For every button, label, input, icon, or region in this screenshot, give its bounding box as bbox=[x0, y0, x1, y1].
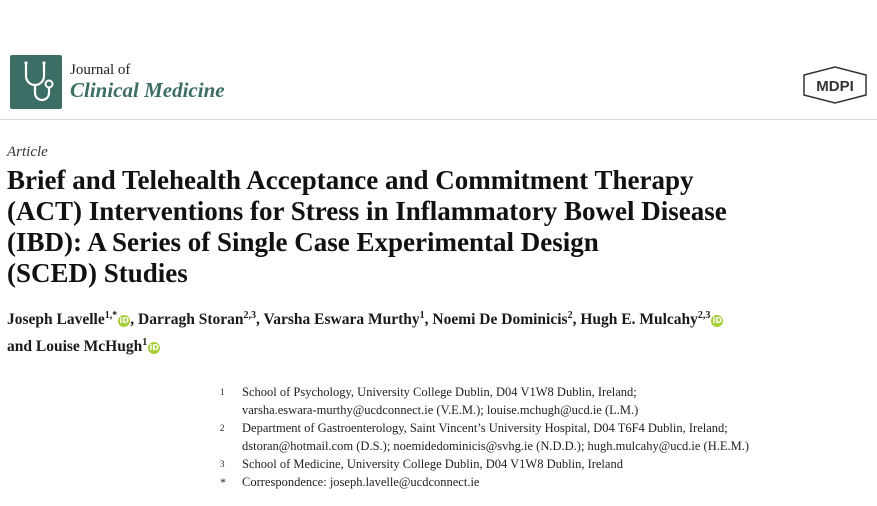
affiliation-text: Department of Gastroenterology, Saint Vincent’s University Hospital, D04 T6F4 Dublin, Ireland; bbox=[242, 421, 728, 435]
stethoscope-icon bbox=[10, 55, 62, 109]
author-name: and Louise McHugh bbox=[7, 338, 143, 355]
author-line bbox=[7, 331, 872, 358]
affiliation-text: dstoran@hotmail.com (D.S.); noemidedominicis@svhg.ie (N.D.D.); hugh.mulcahy@ucd.ie (H.E.M.) bbox=[242, 439, 750, 453]
title-line: (IBD): A Series of Single Case Experimental Design bbox=[7, 227, 599, 257]
title-line: (ACT) Interventions for Stress in Inflammatory Bowel Disease bbox=[7, 196, 727, 226]
author-line bbox=[7, 304, 872, 331]
affiliation-marker: 2 bbox=[220, 423, 225, 433]
affiliation-text: Correspondence: joseph.lavelle@ucdconnect.ie bbox=[242, 475, 480, 489]
author-list bbox=[7, 304, 872, 358]
title-line: (SCED) Studies bbox=[7, 258, 188, 288]
orcid-icon[interactable]: iD bbox=[149, 343, 159, 352]
affiliation-item bbox=[218, 473, 868, 491]
mdpi-logo bbox=[800, 65, 870, 105]
author-affiliation-marker: 1 bbox=[419, 310, 425, 321]
author-affiliation-marker: 2,3 bbox=[697, 310, 711, 321]
article-title bbox=[7, 165, 867, 289]
author-separator: , bbox=[130, 311, 138, 328]
author-separator: , bbox=[572, 311, 581, 328]
header-divider bbox=[0, 119, 877, 120]
affiliation-marker: 3 bbox=[220, 459, 225, 469]
author-affiliation-marker: 2 bbox=[567, 310, 573, 321]
journal-logo bbox=[10, 55, 62, 109]
journal-of: Journal of bbox=[70, 62, 131, 78]
journal-title: Clinical Medicine bbox=[70, 77, 225, 102]
orcid-icon[interactable]: iD bbox=[119, 316, 129, 325]
author-affiliation-marker: 2,3 bbox=[243, 310, 256, 321]
affiliation-text: School of Psychology, University College Dublin, D04 V1W8 Dublin, Ireland; bbox=[242, 385, 637, 399]
mdpi-logo-text: MDPI bbox=[816, 78, 854, 95]
author-separator: , bbox=[255, 311, 264, 328]
author-name: Noemi De Dominicis bbox=[432, 311, 568, 328]
affiliation-marker: 1 bbox=[220, 387, 225, 397]
author-name: Joseph Lavelle bbox=[7, 311, 105, 328]
orcid-icon[interactable]: iD bbox=[712, 316, 723, 325]
affiliation-text: School of Medicine, University College Dublin, D04 V1W8 Dublin, Ireland bbox=[242, 457, 623, 471]
author-name: Darragh Storan bbox=[138, 311, 244, 328]
author-affiliation-marker: 1,* bbox=[104, 310, 118, 321]
author-separator: , bbox=[424, 311, 433, 328]
affiliation-item bbox=[218, 419, 868, 455]
article-type: Article bbox=[7, 144, 48, 160]
affiliation-marker: * bbox=[220, 475, 226, 489]
title-line: Brief and Telehealth Acceptance and Commitment Therapy bbox=[7, 165, 694, 195]
affiliations bbox=[218, 383, 868, 491]
affiliation-item bbox=[218, 455, 868, 473]
author-name: Varsha Eswara Murthy bbox=[263, 311, 420, 328]
author-name: Hugh E. Mulcahy bbox=[580, 311, 698, 328]
affiliation-item bbox=[218, 383, 868, 419]
journal-name bbox=[70, 63, 225, 101]
author-affiliation-marker: 1 bbox=[142, 337, 148, 348]
affiliation-text: varsha.eswara-murthy@ucdconnect.ie (V.E.M.); louise.mchugh@ucd.ie (L.M.) bbox=[242, 403, 639, 417]
